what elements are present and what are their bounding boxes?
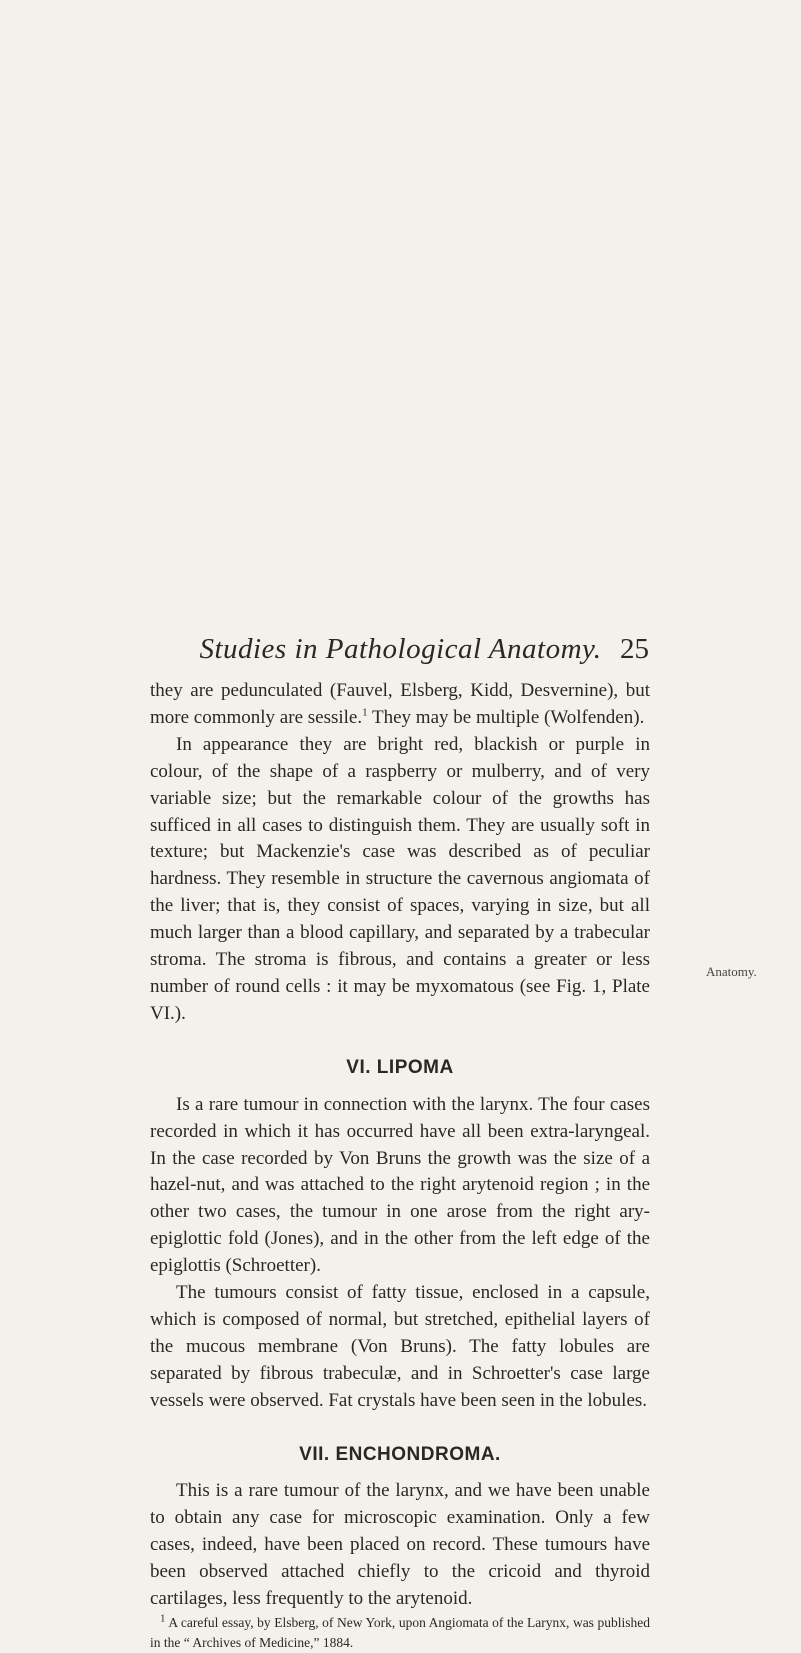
page-header: [0, 633, 801, 669]
section-heading-enchondroma: VII. ENCHONDROMA.: [299, 1443, 501, 1465]
paragraph-lipoma-structure: The tumours consist of fatty tissue, enclosed in a capsule, which is composed of normal, but stretched, epithelial layers of the mucous membrane (Von Bruns). The fatty lobules are separated by fibrous trabeculæ, and in Schroetter's case large vessels were observed. Fat crystals have been seen in the lobules.: [150, 1282, 650, 1411]
paragraph-text: they are pedunculated (Fauvel, Elsberg, Kidd, Desvernine), but more commonly are sessile.: [150, 680, 650, 728]
paragraph-lipoma: Is a rare tumour in connection with the larynx. The four cases recorded in which it has occurred have all been extra-laryngeal. In the case recorded by Von Bruns the growth was the size of a hazel-nut, and was attached to the right arytenoid region ; in the other two cases, the tumour in one arose from the right ary-epiglottic fold (Jones), and in the other from the left edge of the epiglottis (Schroetter).: [150, 1093, 650, 1277]
paragraph-appearance: In appearance they are bright red, blackish or purple in colour, of the shape of a raspberry or mulberry, and of very variable size; but the remarkable colour of the growths has sufficed in all cases to distinguish them. They are usually soft in texture; but Mackenzie's case was described as of peculiar hardness. They resemble in structure the cavernous angiomata of the liver; that is, they consist of spaces, varying in size, but all much larger than a blood capillary, and separated by a trabecular stroma. The stroma is fibrous, and contains a greater or less number of round cells : it may be myxomatous (see Fig. 1, Plate VI.).: [150, 733, 650, 1024]
page-number: 25: [620, 633, 649, 665]
running-title: Studies in Pathological Anatomy.: [199, 633, 602, 665]
footnote-reference: 1: [362, 706, 368, 719]
paragraph-enchondroma: This is a rare tumour of the larynx, and we have been unable to obtain any case for microscopic examination. Only a few cases, indeed, have been placed on record. These tumours have been observed attached chiefly to the cricoid and thyroid cartilages, less frequently to the arytenoid.: [150, 1480, 650, 1610]
margin-note: Anatomy.: [706, 964, 757, 979]
paragraph-continuation: [150, 678, 650, 732]
footnote-text: A careful essay, by Elsberg, of New York, upon Angiomata of the Larynx, was published in the “ Archives of Medicine,” 1884.: [150, 1615, 650, 1650]
paragraph-text: They may be multiple (Wolfenden).: [367, 706, 645, 728]
footnote: [150, 1613, 650, 1653]
section-heading-lipoma: VI. LIPOMA: [346, 1056, 454, 1078]
text-column: [150, 678, 650, 1653]
footnote-mark: 1: [160, 1612, 166, 1625]
